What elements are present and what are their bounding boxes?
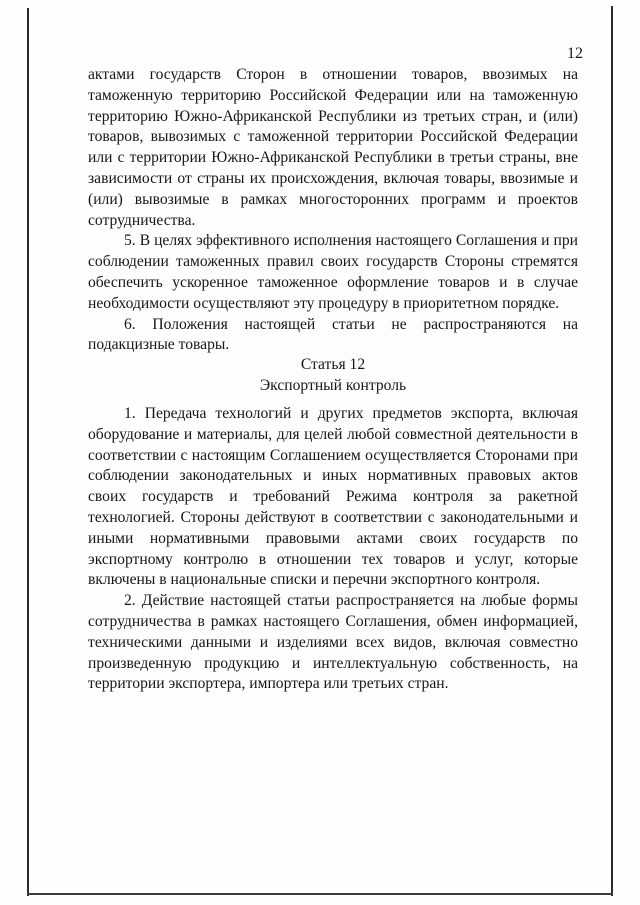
paragraph-continuation: актами государств Сторон в отношении товаров, ввозимых на таможенную территорию Российской Федерации или на таможенную территорию Южно-Африканской Республики из третьих стран, и (или) товаров, вывозимых с таможенной территории Российской Федерации или с территории Южно-Африканской Республики в третьи страны, вне зависимости от страны их происхождения, включая товары, ввозимые и (или) вывозимые в рамках многосторонних программ и проектов сотрудничества. (88, 66, 578, 229)
article-number: Статья 12 (300, 356, 366, 373)
page-border-left (27, 8, 29, 896)
page-border-bottom (27, 893, 613, 895)
article-title: Экспортный контроль (259, 377, 407, 394)
article-paragraph-1: 1. Передача технологий и других предметов экспорта, включая оборудование и материалы, для целей любой совместной деятельности в соответствии с настоящим Соглашением осуществляется Сторонами при соблюдении законодательных и иных нормативных правовых актов своих государств и требований Режима контроля за ракетной технологией. Стороны действуют в соответствии с законодательными и иными нормативными правовыми актами своих государств по экспортному контролю в отношении тех товаров и услуг, которые включены в национальные списки и перечни экспортного контроля. (88, 405, 578, 589)
paragraph-item-6: 6. Положения настоящей статьи не распространяются на подакцизные товары. (88, 315, 578, 354)
page-number: 12 (567, 45, 583, 62)
article-paragraph-2: 2. Действие настоящей статьи распространяется на любые формы сотрудничества в рамках настоящего Соглашения, обмен информацией, техническими данными и изделиями всех видов, включая совместно произведенную продукцию и интеллектуальную собственность, на территории экспортера, импортера или третьих стран. (88, 592, 578, 693)
continuation-text-block (88, 65, 578, 356)
page-border-right (611, 6, 613, 896)
article-body (88, 404, 578, 695)
paragraph-item-5: 5. В целях эффективного исполнения настоящего Соглашения и при соблюдении таможенных правил своих государств Стороны стремятся обеспечить ускоренное таможенное оформление товаров и в случае необходимости осуществляют эту процедуру в приоритетном порядке. (88, 232, 578, 312)
